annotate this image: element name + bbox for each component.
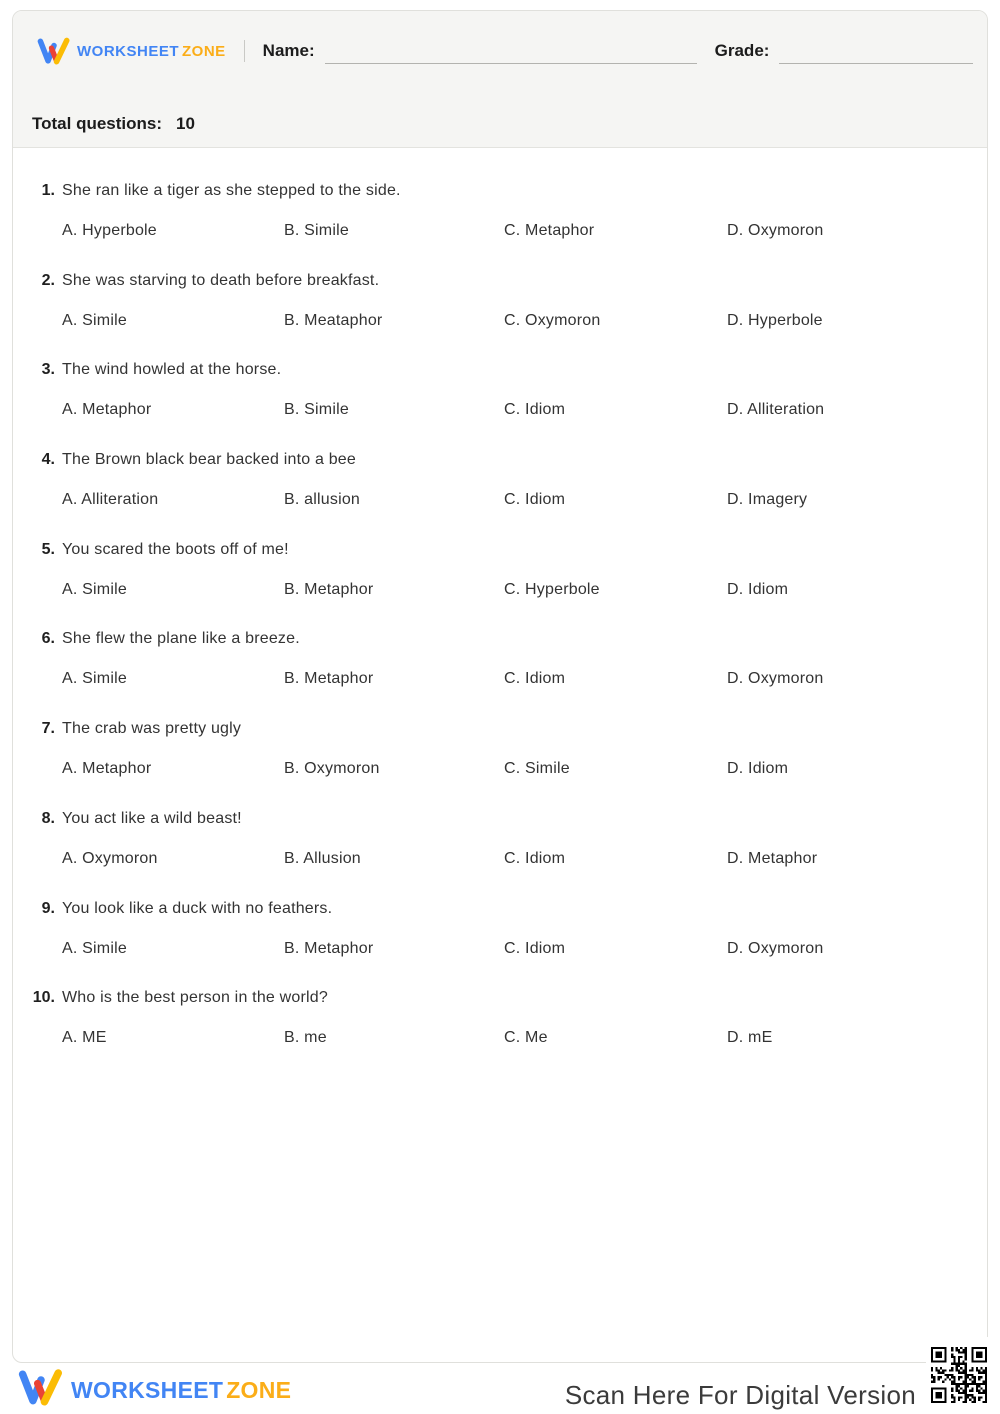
- option-d: D. Idiom: [727, 760, 789, 778]
- option-c: C. Idiom: [504, 401, 566, 419]
- options-row: [62, 577, 969, 602]
- question-text: She was starving to death before breakfast.: [62, 271, 380, 289]
- option-a: A. ME: [62, 1029, 107, 1047]
- grade-label: Grade:: [714, 41, 770, 60]
- options-row: [62, 218, 969, 243]
- option-c: C. Metaphor: [504, 222, 595, 239]
- question-item: [13, 447, 969, 512]
- option-c: C. Idiom: [504, 670, 566, 688]
- option-a: A. Simile: [62, 580, 127, 598]
- question-text: You look like a duck with no feathers.: [62, 899, 333, 917]
- question-body: [62, 806, 969, 871]
- worksheet-card: [12, 10, 988, 1363]
- question-item: [13, 806, 969, 871]
- options-row: [62, 487, 969, 512]
- question-number: 4.: [41, 451, 55, 469]
- question-item: [13, 268, 969, 333]
- brand-logo: [37, 37, 226, 66]
- brand-word2: ZONE: [182, 42, 226, 60]
- header-separator: [244, 40, 245, 62]
- question-body: [62, 537, 969, 602]
- options-row: [62, 936, 969, 961]
- question-body: [62, 626, 969, 691]
- options-row: [62, 397, 969, 422]
- option-c: C. Idiom: [504, 939, 566, 957]
- options-row: [62, 756, 969, 781]
- option-a: A. Hyperbole: [62, 222, 157, 239]
- footer-brand-word1: WORKSHEET: [71, 1377, 224, 1403]
- header-logo-row: [37, 31, 973, 71]
- question-item: [13, 178, 969, 243]
- question-number: 6.: [41, 630, 55, 648]
- question-item: [13, 985, 969, 1050]
- option-d: D. Oxymoron: [727, 939, 824, 957]
- option-b: B. allusion: [284, 491, 361, 509]
- question-body: [62, 716, 969, 781]
- w-mark-icon: [37, 37, 71, 66]
- option-a: A. Metaphor: [62, 760, 152, 778]
- question-body: [62, 896, 969, 961]
- options-row: [62, 846, 969, 871]
- option-c: C. Me: [504, 1029, 548, 1047]
- option-d: D. Hyperbole: [727, 311, 823, 329]
- qr-code: [926, 1337, 992, 1414]
- brand-wordmark: [77, 43, 226, 60]
- total-questions-row: [32, 114, 195, 134]
- question-text: You scared the boots off of me!: [62, 540, 289, 558]
- total-questions-label: Total questions:: [32, 114, 163, 133]
- question-text: The wind howled at the horse.: [62, 361, 282, 379]
- option-b: B. me: [284, 1029, 327, 1047]
- option-a: A. Oxymoron: [62, 849, 158, 867]
- footer-brand-word2: ZONE: [226, 1377, 292, 1403]
- option-b: B. Meataphor: [284, 311, 383, 329]
- w-mark-icon: [18, 1368, 64, 1413]
- question-text: Who is the best person in the world?: [62, 989, 329, 1007]
- options-row: [62, 666, 969, 691]
- option-b: B. Metaphor: [284, 580, 374, 598]
- question-number: 7.: [41, 720, 55, 738]
- question-number: 9.: [41, 899, 55, 917]
- question-number: 2.: [41, 271, 55, 289]
- option-d: D. Oxymoron: [727, 222, 824, 239]
- option-a: A. Simile: [62, 670, 127, 688]
- brand-word1: WORKSHEET: [77, 42, 179, 60]
- option-d: D. Idiom: [727, 580, 789, 598]
- question-number: 5.: [41, 540, 55, 558]
- question-item: [13, 626, 969, 691]
- option-b: B. Oxymoron: [284, 760, 380, 778]
- question-item: [13, 537, 969, 602]
- option-b: B. Simile: [284, 401, 349, 419]
- question-text: She ran like a tiger as she stepped to the side.: [62, 182, 401, 199]
- question-number: 1.: [41, 182, 55, 199]
- footer-brand-wordmark: [71, 1377, 291, 1404]
- question-text: You act like a wild beast!: [62, 809, 242, 827]
- question-number: 8.: [41, 809, 55, 827]
- option-b: B. Allusion: [284, 849, 361, 867]
- option-b: B. Metaphor: [284, 939, 374, 957]
- question-body: [62, 357, 969, 422]
- grade-line[interactable]: [779, 49, 973, 64]
- option-c: C. Idiom: [504, 491, 566, 509]
- total-questions-value: 10: [176, 114, 195, 133]
- question-item: [13, 896, 969, 961]
- option-a: A. Simile: [62, 311, 127, 329]
- option-a: A. Metaphor: [62, 401, 152, 419]
- footer-brand-logo: [18, 1368, 291, 1413]
- option-d: D. Metaphor: [727, 849, 818, 867]
- option-d: D. mE: [727, 1029, 773, 1047]
- question-item: [13, 357, 969, 422]
- question-text: The Brown black bear backed into a bee: [62, 451, 356, 469]
- options-row: [62, 308, 969, 333]
- question-body: [62, 268, 969, 333]
- question-number: 10.: [32, 989, 55, 1007]
- question-item: [13, 716, 969, 781]
- scan-here-text: Scan Here For Digital Version: [564, 1380, 916, 1410]
- question-body: [62, 985, 969, 1050]
- name-line[interactable]: [325, 49, 697, 64]
- option-a: A. Simile: [62, 939, 127, 957]
- option-c: C. Oxymoron: [504, 311, 601, 329]
- question-text: She flew the plane like a breeze.: [62, 630, 300, 648]
- question-body: [62, 447, 969, 512]
- option-b: B. Simile: [284, 222, 349, 239]
- option-d: D. Alliteration: [727, 401, 825, 419]
- worksheet-header: [13, 11, 987, 148]
- option-c: C. Idiom: [504, 849, 566, 867]
- options-row: [62, 1025, 969, 1050]
- questions-list: [13, 148, 987, 1050]
- question-number: 3.: [41, 361, 55, 379]
- question-body: [62, 178, 969, 243]
- option-c: C. Hyperbole: [504, 580, 600, 598]
- question-text: The crab was pretty ugly: [62, 720, 242, 738]
- option-c: C. Simile: [504, 760, 570, 778]
- option-d: D. Oxymoron: [727, 670, 824, 688]
- option-d: D. Imagery: [727, 491, 808, 509]
- name-label: Name:: [262, 41, 315, 60]
- option-a: A. Alliteration: [62, 491, 159, 509]
- option-b: B. Metaphor: [284, 670, 374, 688]
